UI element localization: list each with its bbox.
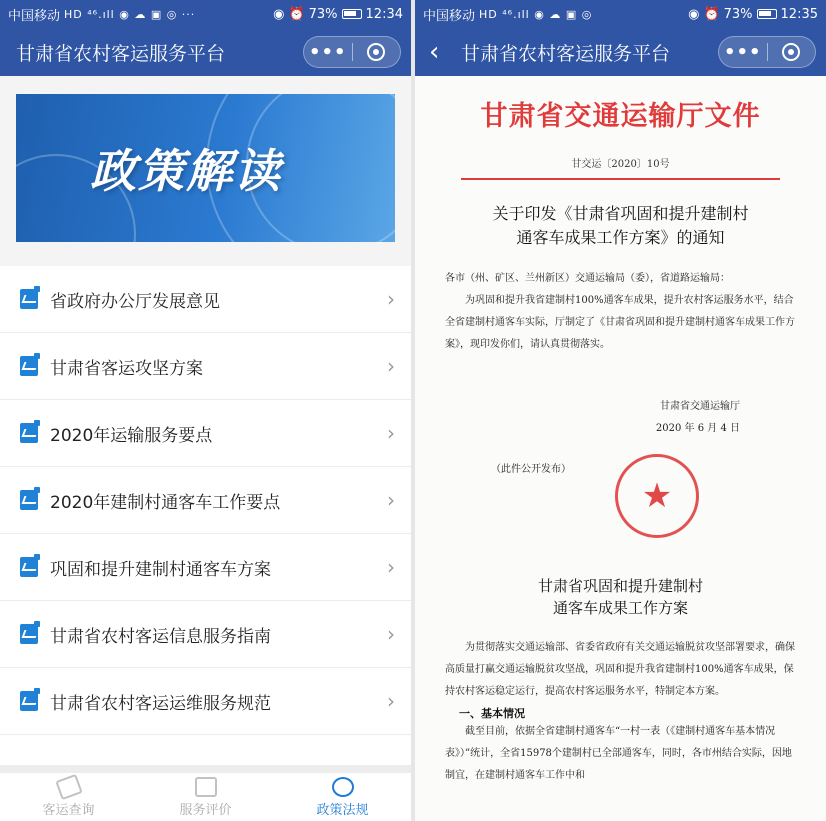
document-icon [20,557,38,577]
chevron-right-icon: › [387,354,395,378]
document-icon [20,356,38,376]
list-item-label: 甘肃省客运攻坚方案 [50,358,203,379]
alarm-icon: ⏰ [288,6,305,22]
document-title-line: 关于印发《甘肃省巩固和提升建制村 [492,204,749,223]
document-icon [20,423,38,443]
banner-title: 政策解读 [90,144,282,198]
document-icon [20,624,38,644]
plan-title-line: 通客车成果工作方案 [552,599,688,617]
list-item[interactable] [0,266,411,333]
eye-icon: ◉ [273,6,285,22]
carrier-name: 中国移动 [423,8,476,24]
recipients-line: 各市（州、矿区、兰州新区）交通运输局（委），省道路运输局： [445,273,730,284]
tab-label: 政策法规 [316,802,369,818]
list-item-label: 省政府办公厅发展意见 [50,291,220,312]
document-title [431,202,810,250]
tab-label: 客运查询 [42,802,95,818]
red-divider [461,178,780,180]
document-icon [20,289,38,309]
eye-icon: ◉ [688,6,700,22]
list-item[interactable] [0,333,411,400]
list-item[interactable] [0,467,411,534]
document-number: 甘交运〔2020〕10号 [571,159,670,170]
sign-date: 2020 年 6 月 4 日 [655,423,740,434]
back-icon[interactable]: ‹ [429,37,440,67]
status-right [273,0,403,28]
left-screen [0,0,411,821]
plan-body [431,637,810,703]
close-miniapp-icon[interactable] [767,43,815,61]
checklist-icon [195,777,217,797]
tab-passenger-query[interactable] [0,773,137,821]
bottom-tab-bar [0,765,411,821]
list-item-label: 巩固和提升建制村通客车方案 [50,559,271,580]
tab-policy-regulations[interactable] [274,773,411,821]
policy-banner[interactable] [16,94,395,242]
policy-icon [332,777,354,797]
carrier-name: 中国移动 [8,8,61,24]
list-item[interactable] [0,668,411,735]
more-icon[interactable]: ••• [308,41,347,63]
miniapp-capsule [303,36,401,68]
document-title-line: 通客车成果工作方案》的通知 [516,228,725,247]
list-item-label: 2020年建制村通客车工作要点 [50,492,281,513]
battery-percent: 73% [723,6,753,22]
miniapp-capsule [718,36,816,68]
status-right [688,0,818,28]
document-icon [20,490,38,510]
plan-title [431,575,810,619]
status-icons: HD ⁴⁶.ıll ◉ ☁ ▣ ◎ [479,7,593,21]
battery-icon [342,9,362,19]
right-screen [415,0,826,821]
ticket-icon [55,773,83,799]
signature-block [431,396,810,440]
publish-note: （此件公开发布） [491,464,571,475]
tab-label: 服务评价 [179,802,232,818]
section-body [431,721,810,787]
chevron-right-icon: › [387,689,395,713]
status-bar [0,0,411,28]
list-item[interactable] [0,400,411,467]
policy-list [0,266,411,735]
official-seal [615,454,699,538]
app-header [0,28,411,76]
list-item-label: 甘肃省农村客运信息服务指南 [50,626,271,647]
tab-service-evaluation[interactable] [137,773,274,821]
chevron-right-icon: › [387,421,395,445]
chevron-right-icon: › [387,287,395,311]
plan-paragraph: 为贯彻落实交通运输部、省委省政府有关交通运输脱贫攻坚部署要求，确保高质量打赢交通运输脱贫攻坚战，巩固和提升我省建制村100%通客车成果，保持农村客运稳定运行，提高农村客运服务水平，特制定本方案。 [445,642,795,697]
document-viewer[interactable] [415,76,826,821]
chevron-right-icon: › [387,488,395,512]
status-icons: HD ⁴⁶.ıll ◉ ☁ ▣ ◎ ··· [64,7,196,21]
list-item-label: 甘肃省农村客运运维服务规范 [50,693,271,714]
notice-paragraph: 为巩固和提升我省建制村100%通客车成果，提升农村客运服务水平，结合全省建制村通客车实际，厅制定了《甘肃省巩固和提升建制村通客车成果工作方案》，现印发你们，请认真贯彻落实。 [445,295,795,350]
battery-percent: 73% [308,6,338,22]
chevron-right-icon: › [387,555,395,579]
document-body [431,268,810,356]
plan-title-line: 甘肃省巩固和提升建制村 [537,577,703,595]
banner-area [0,76,411,266]
seal-star-icon: ★ [641,476,673,516]
document-agency-header: 甘肃省交通运输厅文件 [480,101,761,132]
page-title: 甘肃省农村客运服务平台 [16,42,226,65]
list-item-label: 2020年运输服务要点 [50,425,213,446]
alarm-icon: ⏰ [703,6,720,22]
list-item[interactable] [0,534,411,601]
more-icon[interactable]: ••• [723,41,762,63]
close-miniapp-icon[interactable] [352,43,400,61]
document-icon [20,691,38,711]
app-header [415,28,826,76]
clock: 12:35 [780,6,818,22]
list-item[interactable] [0,601,411,668]
signer: 甘肃省交通运输厅 [660,401,740,412]
battery-icon [757,9,777,19]
section-paragraph: 截至目前，依据全省建制村通客车“一村一表（《建制村通客车基本情况表》）”统计，全省15978个建制村已全部通客车，同时，各市州结合实际，因地制宜，在建制村通客车工作中和 [445,726,792,781]
chevron-right-icon: › [387,622,395,646]
section-heading: 一、基本情况 [459,707,525,720]
status-bar [415,0,826,28]
clock: 12:34 [365,6,403,22]
page-title: 甘肃省农村客运服务平台 [461,42,671,65]
